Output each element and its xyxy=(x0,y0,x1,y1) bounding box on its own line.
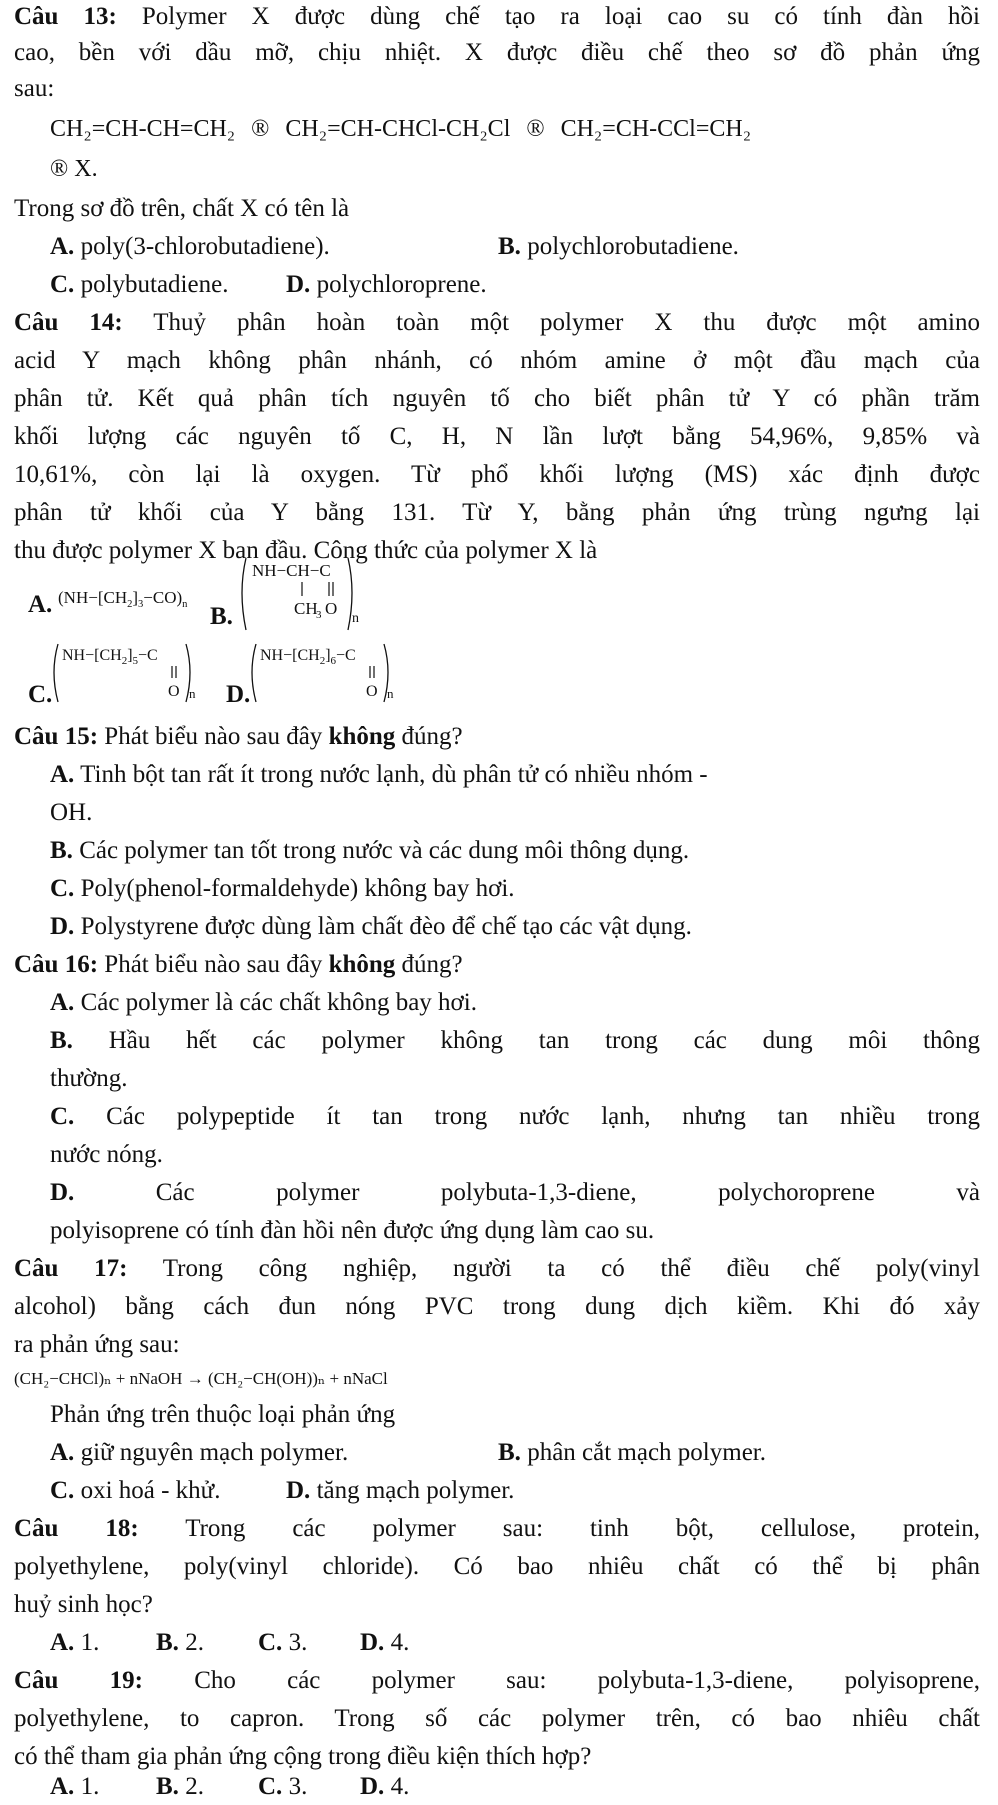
q13-option-c[interactable]: C. polybutadiene. xyxy=(50,271,229,298)
q13-option-b[interactable]: B. polychlorobutadiene. xyxy=(498,233,739,260)
q15-option-c[interactable]: C. Poly(phenol-formaldehyde) không bay hơi. xyxy=(50,875,515,902)
q14-option-a[interactable]: A. xyxy=(28,591,53,618)
formula-b-paren-left xyxy=(242,558,246,630)
formula-d-paren-left xyxy=(252,644,256,702)
scheme-step-4: X. xyxy=(74,156,98,182)
q19-line-2: polyethylene, to capron. Trong số các polymer trên, có bao nhiêu chất xyxy=(14,1705,980,1732)
q17-option-b[interactable]: B. phân cắt mạch polymer. xyxy=(498,1439,766,1466)
q13-reaction-scheme xyxy=(50,114,751,144)
q17-number: Câu 17: xyxy=(14,1255,128,1282)
q16-option-d[interactable]: D. Các polymer polybuta-1,3-diene, polychoroprene và xyxy=(50,1179,980,1206)
q13-question: Trong sơ đồ trên, chất X có tên là xyxy=(14,195,350,222)
q15-option-a-cont: OH. xyxy=(50,799,93,826)
q14-option-d[interactable]: D. xyxy=(226,681,251,708)
q19-option-b[interactable]: B. 2. xyxy=(156,1773,204,1800)
q18-line-2: polyethylene, poly(vinyl chloride). Có bao nhiêu chất có thể bị phân xyxy=(14,1553,980,1580)
q16-option-a[interactable]: A. Các polymer là các chất không bay hơi. xyxy=(50,989,477,1016)
formula-c-backbone: $NH-[CH_2]_5-C$ xyxy=(62,647,158,667)
scheme-arrow-2: ® xyxy=(526,116,545,142)
scheme-arrow-1: ® xyxy=(251,116,270,142)
q14-line-4: khối lượng các nguyên tố C, H, N lần lượt bằng 54,96%, 9,85% và xyxy=(14,423,980,450)
q18-option-c[interactable]: C. 3. xyxy=(258,1629,308,1656)
q14-number: Câu 14: xyxy=(14,309,123,336)
formula-d-oxygen: O xyxy=(366,683,378,700)
q14-option-b[interactable]: B. xyxy=(210,603,233,630)
q19-option-a[interactable]: A. 1. xyxy=(50,1773,100,1800)
q13-line-2: cao, bền với dầu mỡ, chịu nhiệt. X được điều chế theo sơ đồ phản ứng xyxy=(14,39,980,66)
scheme-step-3: CH₂=CH-CCl=CH₂ xyxy=(560,116,752,142)
formula-c-oxygen: O xyxy=(168,683,180,700)
q13-option-d[interactable]: D. polychloroprene. xyxy=(286,271,487,298)
formula-c-paren-left xyxy=(54,644,58,702)
q14-line-6: phân tử khối của Y bằng 131. Từ Y, bằng phản ứng trùng ngưng lại xyxy=(14,499,980,526)
q17-line-3: ra phản ứng sau: xyxy=(14,1331,180,1358)
q17-line-1: Câu 17: Trong công nghiệp, người ta có thể điều chế poly(vinyl xyxy=(14,1255,980,1282)
q14-line-2: acid Y mạch không phân nhánh, có nhóm amine ở một đầu mạch của xyxy=(14,347,980,374)
q15-option-d[interactable]: D. Polystyrene được dùng làm chất đèo để chế tạo các vật dụng. xyxy=(50,913,692,940)
formula-d-backbone: $NH-[CH_2]_6-C$ xyxy=(260,647,356,667)
q17-line-2: alcohol) bằng cách đun nóng PVC trong dung dịch kiềm. Khi đó xảy xyxy=(14,1293,980,1320)
q16-option-c[interactable]: C. Các polypeptide ít tan trong nước lạnh, nhưng tan nhiều trong xyxy=(50,1103,980,1130)
q16-option-d-cont: polyisoprene có tính đàn hồi nên được ứng dụng làm cao su. xyxy=(50,1217,655,1244)
formula-b-ch3-sub: 3 xyxy=(316,609,322,621)
q16-option-c-cont: nước nóng. xyxy=(50,1141,163,1168)
q14-line-5: 10,61%, còn lại là oxygen. Từ phổ khối lượng (MS) xác định được xyxy=(14,461,980,488)
q13-line-3: sau: xyxy=(14,75,55,102)
formula-c-svg xyxy=(50,638,200,708)
scheme-step-1: CH₂=CH-CH=CH₂ xyxy=(50,116,236,142)
scheme-arrow-3: ® xyxy=(50,156,69,182)
q18-option-b[interactable]: B. 2. xyxy=(156,1629,204,1656)
q15-option-b[interactable]: B. Các polymer tan tốt trong nước và các dung môi thông dụng. xyxy=(50,837,690,864)
formula-c-n: n xyxy=(189,686,196,701)
q14-formula-a: $(NH-[CH_2]_3-CO)_n$ xyxy=(58,588,188,610)
q16-option-b-cont: thường. xyxy=(50,1065,128,1092)
formula-b-oxygen: O xyxy=(325,599,338,618)
q17-option-c[interactable]: C. oxi hoá - khử. xyxy=(50,1477,221,1504)
q16-option-b[interactable]: B. Hầu hết các polymer không tan trong các dung môi thông xyxy=(50,1027,980,1054)
q13-line-1: Câu 13: Polymer X được dùng chế tạo ra loại cao su có tính đàn hồi xyxy=(14,3,980,30)
q15-number: Câu 15: xyxy=(14,723,99,750)
q19-number: Câu 19: xyxy=(14,1667,143,1694)
q13-option-a[interactable]: A. poly(3-chlorobutadiene). xyxy=(50,233,330,260)
q14-line-3: phân tử. Kết quả phân tích nguyên tố cho biết phân tử Y có phần trăm xyxy=(14,385,980,412)
q17-option-a[interactable]: A. giữ nguyên mạch polymer. xyxy=(50,1439,349,1466)
q18-line-3: huỷ sinh học? xyxy=(14,1591,153,1618)
q17-equation: (CH₂−CHCl)ₙ + nNaOH → (CH₂−CH(OH))ₙ + nNaCl xyxy=(14,1369,388,1388)
q18-number: Câu 18: xyxy=(14,1515,139,1542)
q19-option-c[interactable]: C. 3. xyxy=(258,1773,308,1800)
q18-line-1: Câu 18: Trong các polymer sau: tinh bột, cellulose, protein, xyxy=(14,1515,980,1542)
q18-option-a[interactable]: A. 1. xyxy=(50,1629,100,1656)
q14-line-1: Câu 14: Thuỷ phân hoàn toàn một polymer X thu được một amino xyxy=(14,309,980,336)
q19-line-1: Câu 19: Cho các polymer sau: polybuta-1,3-diene, polyisoprene, xyxy=(14,1667,980,1694)
q19-option-d[interactable]: D. 4. xyxy=(360,1773,410,1800)
scheme-step-2: CH₂=CH-CHCl-CH₂Cl xyxy=(285,116,511,142)
q17-question: Phản ứng trên thuộc loại phản ứng xyxy=(50,1401,396,1428)
formula-b-n: n xyxy=(352,611,359,626)
formula-d-svg xyxy=(248,638,398,708)
q17-option-d[interactable]: D. tăng mạch polymer. xyxy=(286,1477,515,1504)
q18-option-d[interactable]: D. 4. xyxy=(360,1629,410,1656)
formula-b-svg xyxy=(236,552,366,642)
q15-option-a[interactable]: A. Tinh bột tan rất ít trong nước lạnh, dù phân tử có nhiều nhóm - xyxy=(50,761,708,788)
formula-b-ch3: CH xyxy=(294,599,318,618)
q16-number: Câu 16: xyxy=(14,951,99,978)
q15-line-1: Câu 15: Phát biểu nào sau đây không đúng? xyxy=(14,723,463,750)
q14-option-c[interactable]: C. xyxy=(28,681,53,708)
q19-line-3: có thể tham gia phản ứng cộng trong điều kiện thích hợp? xyxy=(14,1743,592,1770)
formula-d-n: n xyxy=(387,686,394,701)
q13-reaction-scheme-end xyxy=(50,154,98,184)
q13-number: Câu 13: xyxy=(14,3,117,30)
q16-line-1: Câu 16: Phát biểu nào sau đây không đúng? xyxy=(14,951,463,978)
formula-b-backbone: NH−CH−C xyxy=(252,561,331,580)
q14-line-7: thu được polymer X ban đầu. Công thức của polymer X là xyxy=(14,537,598,564)
